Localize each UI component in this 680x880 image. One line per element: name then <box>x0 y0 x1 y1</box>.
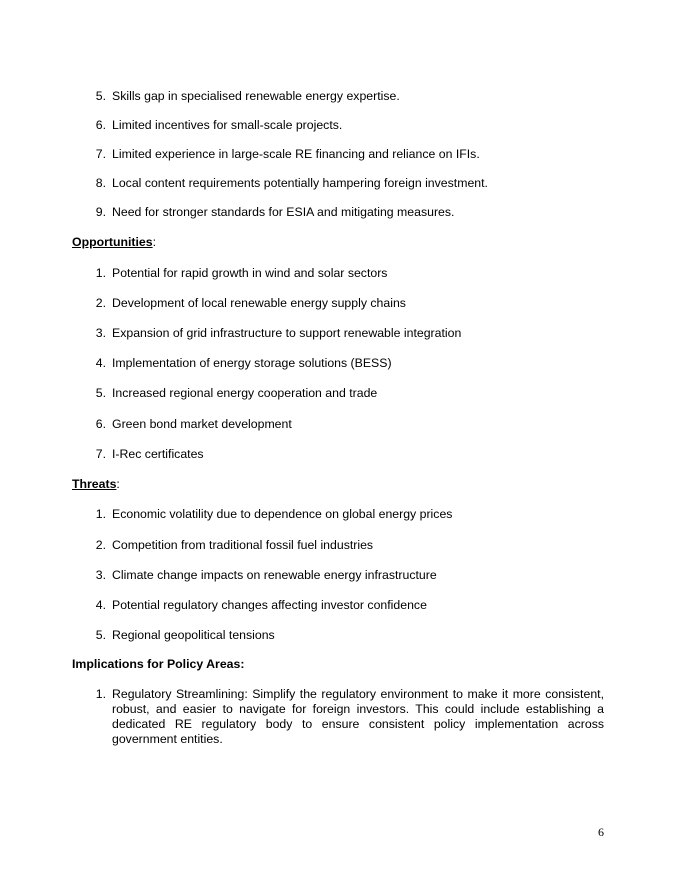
list-text: Increased regional energy cooperation and trade <box>112 386 378 400</box>
section-heading-implications <box>72 656 244 672</box>
list-number: 9. <box>95 205 106 219</box>
list-number: 6. <box>95 118 106 132</box>
list-number: 6. <box>95 417 106 431</box>
list-text: Implementation of energy storage solutions (BESS) <box>112 356 392 370</box>
list-number: 1. <box>95 266 106 280</box>
list-number: 3. <box>95 326 106 340</box>
list-number: 5. <box>95 386 106 400</box>
list-text: Need for stronger standards for ESIA and mitigating measures. <box>112 205 455 219</box>
list-text: Limited experience in large-scale RE financing and reliance on IFIs. <box>112 147 480 161</box>
list-item <box>92 687 604 747</box>
list-text: Local content requirements potentially hampering foreign investment. <box>112 176 488 190</box>
list-number: 3. <box>95 568 106 582</box>
list-number: 4. <box>95 356 106 370</box>
list-text: Expansion of grid infrastructure to support renewable integration <box>112 326 462 340</box>
heading-text: Threats <box>72 477 117 491</box>
list-number: 2. <box>95 296 106 310</box>
list-number: 1. <box>95 507 106 521</box>
list-text: Development of local renewable energy supply chains <box>112 296 406 310</box>
list-number: 2. <box>95 538 106 552</box>
list-number: 7. <box>95 447 106 461</box>
section-heading-threats <box>72 476 120 492</box>
list-number: 5. <box>95 628 106 642</box>
list-text: Climate change impacts on renewable energy infrastructure <box>112 568 437 582</box>
section-heading-opportunities <box>72 234 156 250</box>
list-text: Regional geopolitical tensions <box>112 628 275 642</box>
heading-text: Opportunities <box>72 235 153 249</box>
list-number: 1. <box>95 687 106 701</box>
list-number: 7. <box>95 147 106 161</box>
page-number: 6 <box>598 825 604 839</box>
list-text: Skills gap in specialised renewable energy expertise. <box>112 89 400 103</box>
heading-colon: : <box>116 477 120 491</box>
heading-text: Implications for Policy Areas: <box>72 657 245 671</box>
list-number: 5. <box>95 89 106 103</box>
list-number: 8. <box>95 176 106 190</box>
list-text: Economic volatility due to dependence on global energy prices <box>112 507 453 521</box>
heading-colon: : <box>152 235 157 249</box>
list-text: Potential regulatory changes affecting investor confidence <box>112 598 427 612</box>
list-text: Potential for rapid growth in wind and solar sectors <box>112 266 388 280</box>
list-text: Regulatory Streamlining: Simplify the regulatory environment to make it more consistent, robust, and easier to navigate for foreign investors. This could include establishing a dedicated RE regulatory body to ensure consistent policy implementation across government entities. <box>112 687 604 746</box>
list-text: I-Rec certificates <box>112 447 204 461</box>
list-text: Green bond market development <box>112 417 292 431</box>
list-text: Competition from traditional fossil fuel industries <box>112 538 374 552</box>
list-number: 4. <box>95 598 106 612</box>
list-text: Limited incentives for small-scale projects. <box>112 118 343 132</box>
